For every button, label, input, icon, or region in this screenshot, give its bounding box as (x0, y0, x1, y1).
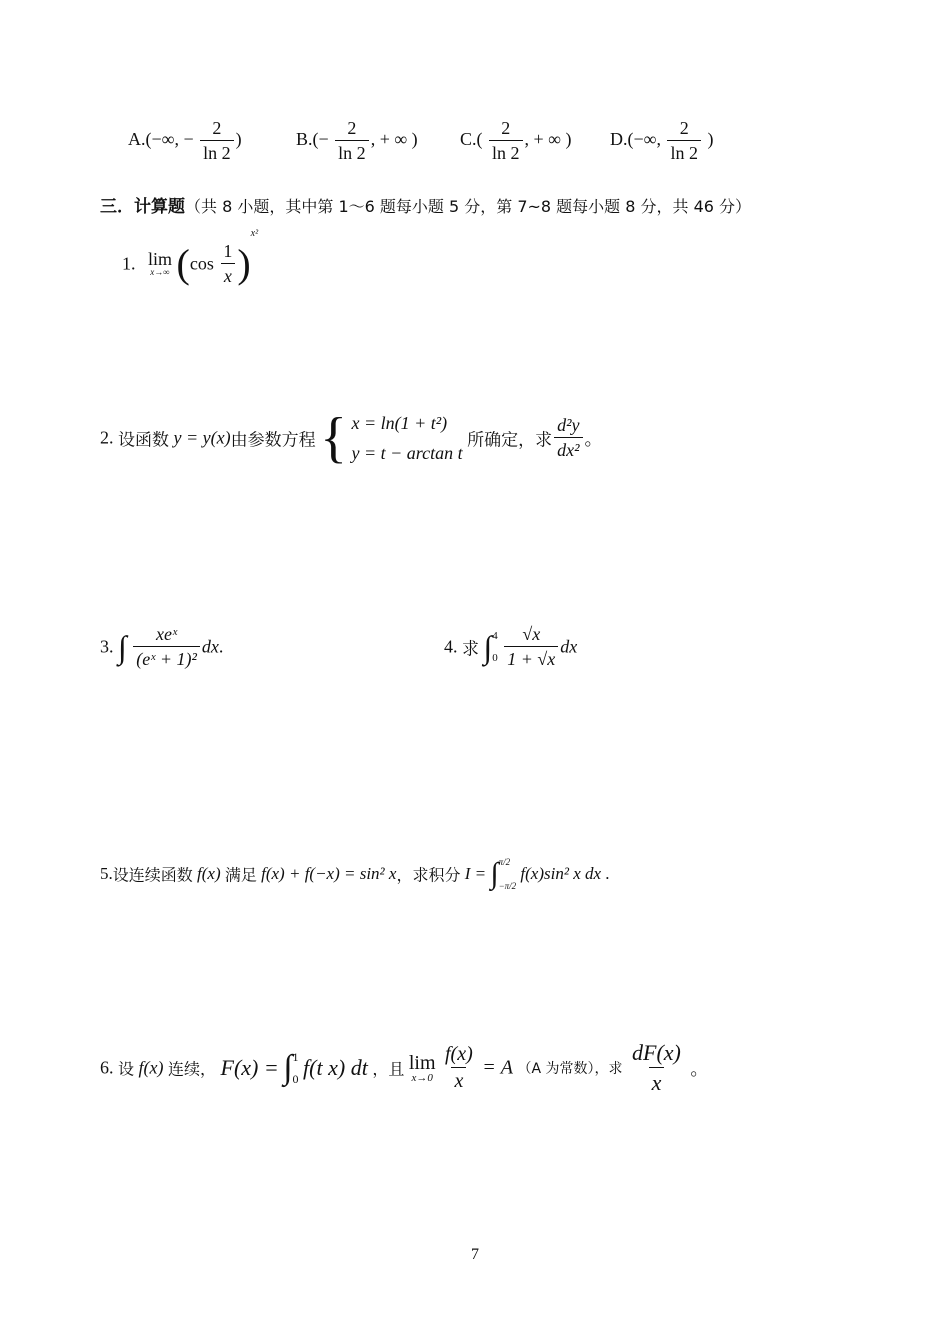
option-d-open: (−∞, (627, 129, 666, 150)
q3-frac-den: (eˣ + 1)² (133, 646, 200, 670)
question-4-number: 4. (444, 636, 458, 657)
q5-I: I = (464, 864, 487, 883)
q6-integral-sign: ∫ (283, 1049, 293, 1086)
q5-text-a: 设连续函数 (112, 865, 193, 885)
option-c-open: ( (476, 129, 483, 150)
option-b-num: 2 (347, 118, 357, 138)
q6-lim-text: lim (408, 1051, 436, 1074)
q5-equation: f(x) + f(−x) = sin² x (261, 864, 397, 883)
option-c-num: 2 (501, 118, 511, 138)
option-a-label: A. (128, 129, 146, 150)
option-b-den: ln 2 (335, 140, 369, 164)
q4-frac-num: √x (522, 624, 541, 644)
option-b (296, 118, 418, 164)
q2-derivative (554, 415, 582, 461)
q6-deriv-num: dF(x) (632, 1040, 681, 1065)
q6-end: 。 (690, 1059, 709, 1079)
q5-text-c: ，求积分 (396, 865, 461, 885)
option-b-fraction (335, 118, 369, 164)
q6-upper-limit: 1 (292, 1050, 299, 1064)
option-b-open: (− (312, 129, 329, 150)
q5-upper-limit: π/2 (498, 857, 511, 867)
q1-paren-close: ) (237, 240, 251, 286)
q5-integral-sign: ∫ (490, 857, 499, 890)
option-a-den: ln 2 (200, 140, 234, 164)
q6-paren-note: （A 为常数），求 (517, 1061, 623, 1077)
q1-lim-under: x→∞ (150, 267, 170, 278)
q6-deriv-den: x (649, 1067, 665, 1096)
q2-equation-2: y = t − arctan t (351, 443, 463, 463)
option-a (128, 118, 242, 164)
option-c (460, 118, 572, 164)
q4-frac-den: 1 + √x (504, 646, 558, 670)
q2-equation-1: x = ln(1 + t²) (351, 413, 448, 433)
question-2-number: 2. (100, 427, 114, 448)
q1-exponent: x² (250, 228, 259, 239)
q3-integral-sign: ∫ (118, 629, 127, 665)
q3-fraction (133, 624, 200, 670)
q6-text-a: 设 (118, 1059, 135, 1079)
q3-end: . (218, 636, 224, 657)
question-5 (100, 850, 610, 898)
option-a-fraction (200, 118, 234, 164)
q6-integrand: f(t x) dt (303, 1055, 368, 1080)
question-1-number: 1. (122, 253, 136, 274)
question-2 (100, 408, 603, 468)
q5-fx: f(x) (197, 864, 221, 883)
q4-text: 求 (462, 639, 479, 660)
q4-integral-sign: ∫ (483, 629, 493, 665)
q6-F: F(x) = (220, 1055, 279, 1080)
question-5-number: 5. (100, 864, 113, 883)
q6-limits (293, 1046, 299, 1090)
section-note: （共 8 小题，其中第 1～6 题每小题 5 分，第 7~8 题每小题 8 分，共 46 分） (185, 197, 752, 216)
q4-fraction (504, 624, 558, 670)
q4-upper-limit: 4 (492, 630, 498, 642)
option-a-num: 2 (212, 118, 222, 138)
option-d-fraction (667, 118, 701, 164)
question-6-number: 6. (100, 1057, 114, 1078)
question-6 (100, 1040, 708, 1096)
q1-frac-den: x (221, 263, 235, 287)
page-number: 7 (471, 1246, 479, 1263)
option-d-label: D. (610, 129, 628, 150)
q5-text-b: 满足 (224, 865, 257, 885)
q1-frac-num: 1 (223, 240, 233, 261)
q5-lower-limit: −π/2 (498, 881, 517, 891)
q6-frac-den: x (451, 1067, 466, 1093)
q1-limit (148, 250, 172, 277)
section-title: 三．计算题 (100, 197, 185, 217)
q1-paren-open: ( (176, 240, 190, 286)
q4-limits (492, 625, 498, 669)
q5-limits (499, 850, 517, 898)
q2-end: 。 (584, 429, 603, 449)
option-b-label: B. (296, 129, 313, 150)
q4-dx: dx (560, 636, 578, 657)
q2-function: y = y(x) (173, 427, 231, 448)
option-d-den: ln 2 (667, 140, 701, 164)
option-c-fraction (489, 118, 523, 164)
option-c-den: ln 2 (489, 140, 523, 164)
option-d-num: 2 (679, 118, 689, 138)
q6-lower-limit: 0 (292, 1072, 299, 1086)
question-4 (444, 624, 577, 670)
q2-text-a: 设函数 (118, 430, 169, 451)
q3-dx: dx (201, 636, 219, 657)
option-a-open: (−∞, − (145, 129, 194, 150)
question-1 (122, 228, 258, 287)
q2-system (352, 408, 463, 468)
q6-equals-A: = A (482, 1056, 513, 1079)
option-d-close: ) (703, 129, 714, 150)
option-b-close: , + ∞ ) (370, 129, 418, 150)
q5-end: . (605, 864, 610, 883)
q2-text-c: 所确定，求 (467, 430, 553, 451)
q6-text-c: ，且 (372, 1059, 405, 1079)
q1-cos: cos (189, 253, 214, 274)
option-c-close: , + ∞ ) (524, 129, 572, 150)
option-c-label: C. (460, 129, 477, 150)
q2-text-b: 由参数方程 (230, 430, 316, 451)
question-3-number: 3. (100, 636, 114, 657)
q6-frac-num: f(x) (445, 1043, 473, 1065)
q6-fraction (442, 1043, 476, 1093)
q1-lim-text: lim (148, 249, 173, 270)
q6-text-b: 连续， (168, 1059, 217, 1079)
option-a-close: ) (235, 129, 242, 150)
q4-lower-limit: 0 (492, 652, 498, 664)
option-d (610, 118, 714, 164)
q1-fraction (220, 241, 235, 287)
q2-brace: { (320, 407, 347, 469)
q6-fx: f(x) (138, 1057, 164, 1078)
q3-frac-num: xeˣ (156, 624, 178, 644)
question-3 (100, 624, 223, 670)
q6-limit (409, 1053, 436, 1084)
section-heading (100, 192, 751, 217)
q2-deriv-den: dx² (554, 437, 582, 461)
q6-lim-under: x→0 (411, 1071, 433, 1084)
q5-integrand: f(x)sin² x dx (520, 864, 602, 883)
q2-deriv-num: d²y (557, 415, 580, 435)
q6-derivative (629, 1040, 684, 1096)
